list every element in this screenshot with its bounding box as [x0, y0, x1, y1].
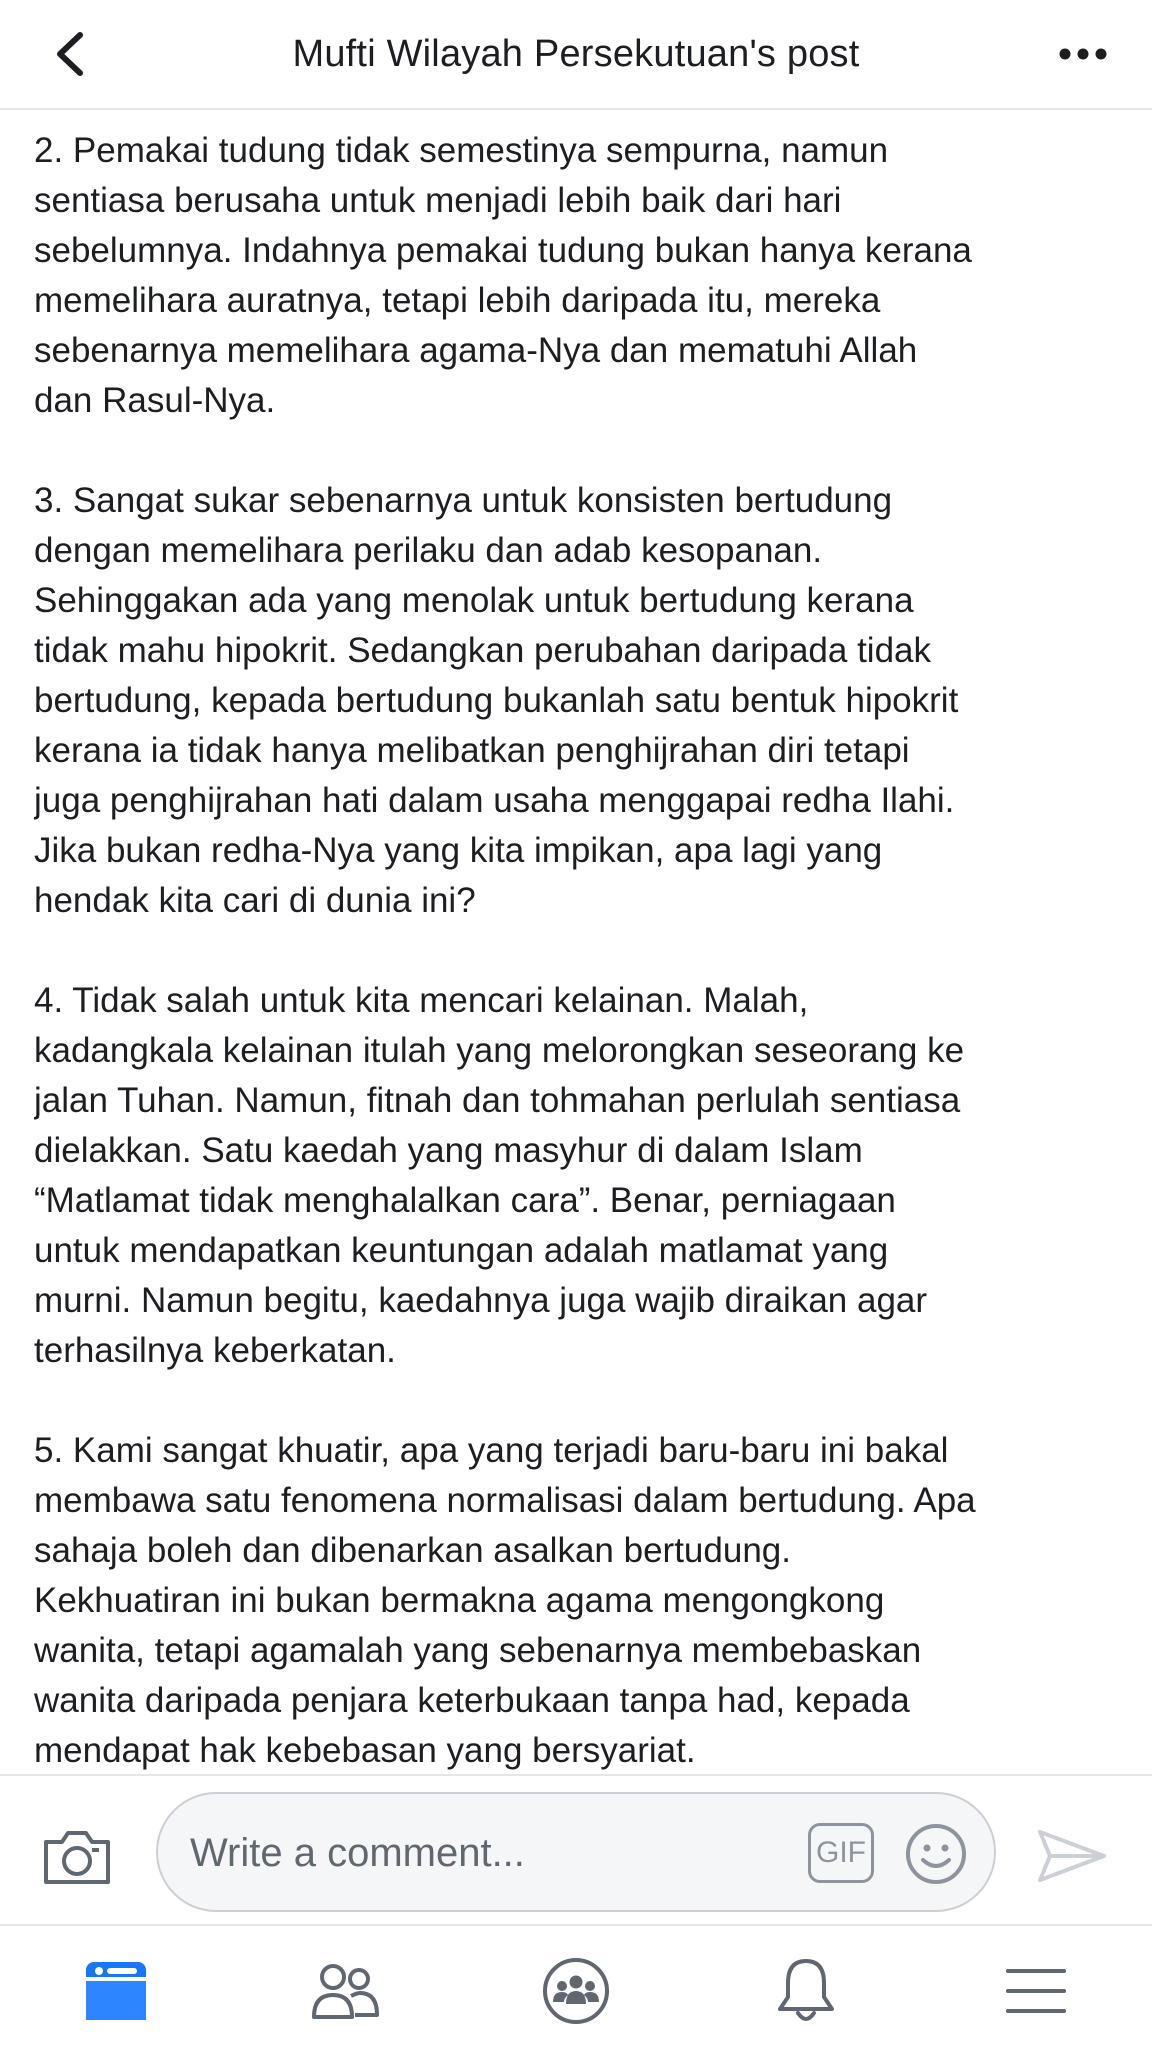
more-options-button[interactable] [1048, 24, 1118, 84]
news-feed-icon [83, 1959, 149, 2023]
groups-icon [541, 1956, 611, 2026]
post-paragraph-3: 3. Sangat sukar sebenarnya untuk konsisten bertudung dengan memelihara perilaku dan adab kesopanan. Sehinggakan ada yang menolak untuk bertudung kerana tidak mahu hipokrit. Sedangkan perubahan daripada tidak bertudung, kepada bertudung bukanlah satu bentuk hipokrit kerana ia tidak hanya melibatkan penghijrahan diri tetapi juga penghijrahan hati dalam usaha menggapai redha Ilahi. Jika bukan redha-Nya yang kita impikan, apa lagi yang hendak kita cari di dunia ini? [34, 481, 959, 920]
camera-icon [40, 1826, 114, 1888]
nav-groups[interactable] [536, 1956, 616, 2026]
emoji-button[interactable] [904, 1822, 968, 1886]
post-paragraph-5: 5. Kami sangat khuatir, apa yang terjadi baru-baru ini bakal membawa satu fenomena normalisasi dalam bertudung. Apa sahaja boleh dan dibenarkan asalkan bertudung. Kekhuatiran ini bukan bermakna agama mengongkong wanita, tetapi agamalah yang sebenarnya membebaskan wanita daripada penjara keterbukaan tanpa had, kepada mendapat hak kebebasan yang bersyariat. [34, 1431, 976, 1770]
post-body [34, 126, 1134, 1772]
gif-button[interactable]: GIF [808, 1823, 874, 1883]
top-bar [0, 0, 1152, 110]
post-paragraph-2: 2. Pemakai tudung tidak semestinya sempurna, namun sentiasa berusaha untuk menjadi lebih baik dari hari sebelumnya. Indahnya pemakai tudung bukan hanya kerana memelihara auratnya, tetapi lebih daripada itu, mereka sebenarnya memelihara agama-Nya dan mematuhi Allah dan Rasul-Nya. [34, 131, 972, 420]
send-icon [1036, 1826, 1108, 1886]
comment-composer [0, 1774, 1152, 1924]
nav-news-feed[interactable] [76, 1956, 156, 2026]
comment-input-container[interactable] [156, 1792, 996, 1912]
back-button[interactable] [40, 24, 100, 84]
send-button[interactable] [1036, 1826, 1108, 1886]
friends-icon [311, 1961, 381, 2021]
comment-input[interactable] [190, 1820, 790, 1886]
nav-friends[interactable] [306, 1956, 386, 2026]
bottom-navigation [0, 1924, 1152, 2048]
post-paragraph-4: 4. Tidak salah untuk kita mencari kelainan. Malah, kadangkala kelainan itulah yang melorongkan seseorang ke jalan Tuhan. Namun, fitnah dan tohmahan perlulah sentiasa dielakkan. Satu kaedah yang masyhur di dalam Islam “Matlamat tidak menghalalkan cara”. Benar, perniagaan untuk mendapatkan keuntungan adalah matlamat yang murni. Namun begitu, kaedahnya juga wajib diraikan agar terhasilnya keberkatan. [34, 981, 965, 1370]
smiley-icon [904, 1822, 968, 1886]
nav-notifications[interactable] [766, 1956, 846, 2026]
more-horizontal-icon [1058, 47, 1108, 61]
camera-button[interactable] [40, 1826, 114, 1892]
bell-icon [774, 1957, 838, 2025]
page-title: Mufti Wilayah Persekutuan's post [292, 32, 860, 75]
hamburger-menu-icon [1005, 1966, 1067, 2016]
chevron-left-icon [50, 29, 90, 79]
nav-menu[interactable] [996, 1956, 1076, 2026]
